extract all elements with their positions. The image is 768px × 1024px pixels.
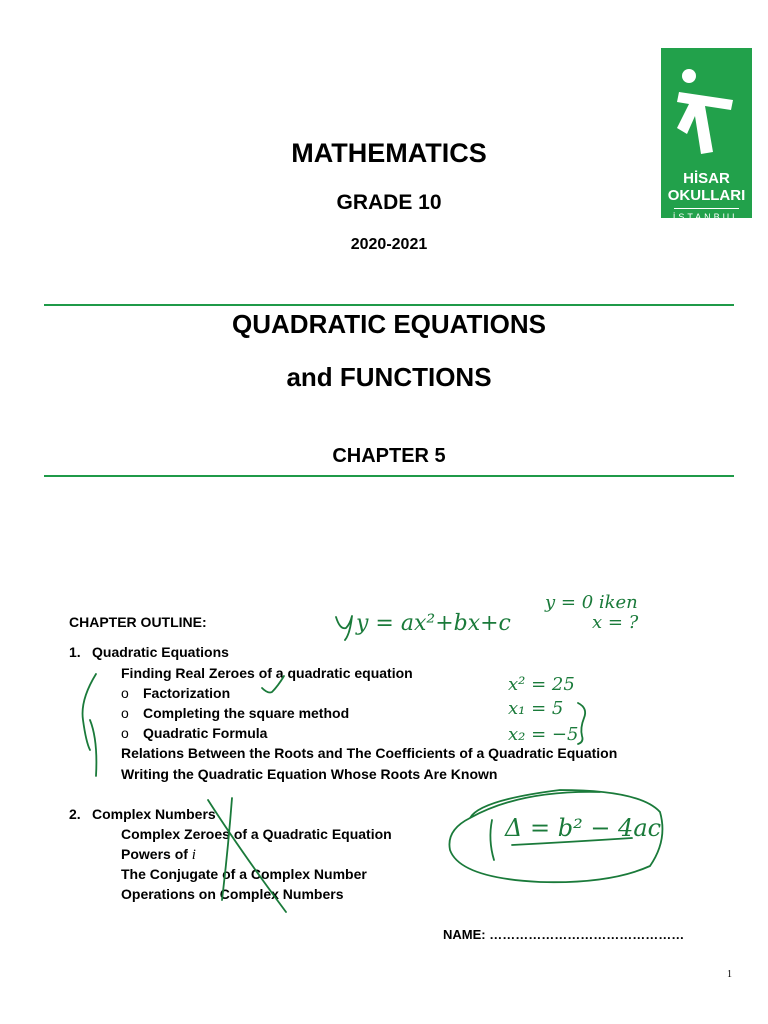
section1-title: Quadratic Equations <box>92 644 229 660</box>
section2-item: Complex Zeroes of a Quadratic Equation <box>121 826 392 842</box>
ink-cross-a <box>208 800 286 912</box>
section1-bullet: Factorization <box>143 685 231 701</box>
ink-condition-text: y = 0 iken <box>545 592 638 613</box>
section1-bullet: Quadratic Formula <box>143 725 268 741</box>
logo-text-line2: OKULLARI <box>667 187 746 204</box>
ink-root2-text: x₂ = −5 <box>508 724 579 745</box>
ink-checkmark <box>262 676 284 693</box>
ink-equation-text: y = ax²+bx+c <box>356 611 511 636</box>
outline-heading: CHAPTER OUTLINE: <box>69 614 207 630</box>
section1-item: Writing the Quadratic Equation Whose Roots Are Known <box>121 766 498 782</box>
ink-brace-inner <box>490 820 494 860</box>
section1-number: 1. <box>69 644 81 660</box>
ink-question-text: x = ? <box>592 612 639 633</box>
ink-cross-b <box>222 798 232 900</box>
document-title: MATHEMATICS <box>291 138 487 168</box>
section2-title: Complex Numbers <box>92 806 216 822</box>
grade-label: GRADE 10 <box>336 191 442 214</box>
logo-text-line1: HİSAR <box>683 170 730 187</box>
ink-stroke-y <box>336 616 352 640</box>
topic-title-line2: and FUNCTIONS <box>286 362 492 392</box>
bullet-marker: o <box>121 685 129 701</box>
section1-bullet: Completing the square method <box>143 705 350 721</box>
logo-city: İSTANBUL <box>672 212 741 222</box>
ink-brace-right <box>578 703 585 744</box>
bullet-marker: o <box>121 705 129 721</box>
ink-root1-text: x₁ = 5 <box>508 698 564 719</box>
name-field: NAME: ……………………………………… <box>443 927 685 942</box>
section1-item: Relations Between the Roots and The Coefficients of a Quadratic Equation <box>121 745 618 761</box>
page-number: 1 <box>727 969 732 980</box>
chapter-label: CHAPTER 5 <box>332 445 446 467</box>
ink-brace-left <box>83 674 97 776</box>
section2-item: The Conjugate of a Complex Number <box>121 866 367 882</box>
imaginary-unit: i <box>191 847 196 863</box>
ink-example-text: x² = 25 <box>508 674 575 695</box>
section1-item: Finding Real Zeroes of a quadratic equation <box>121 665 413 681</box>
section2-item: Operations on Complex Numbers <box>121 886 344 902</box>
section2-number: 2. <box>69 806 81 822</box>
bullet-marker: o <box>121 725 129 741</box>
topic-title-line1: QUADRATIC EQUATIONS <box>232 309 546 339</box>
school-year: 2020-2021 <box>350 236 428 253</box>
powers-label: Powers of <box>121 846 188 862</box>
ink-discriminant-text: Δ = b² − 4ac <box>505 814 662 842</box>
